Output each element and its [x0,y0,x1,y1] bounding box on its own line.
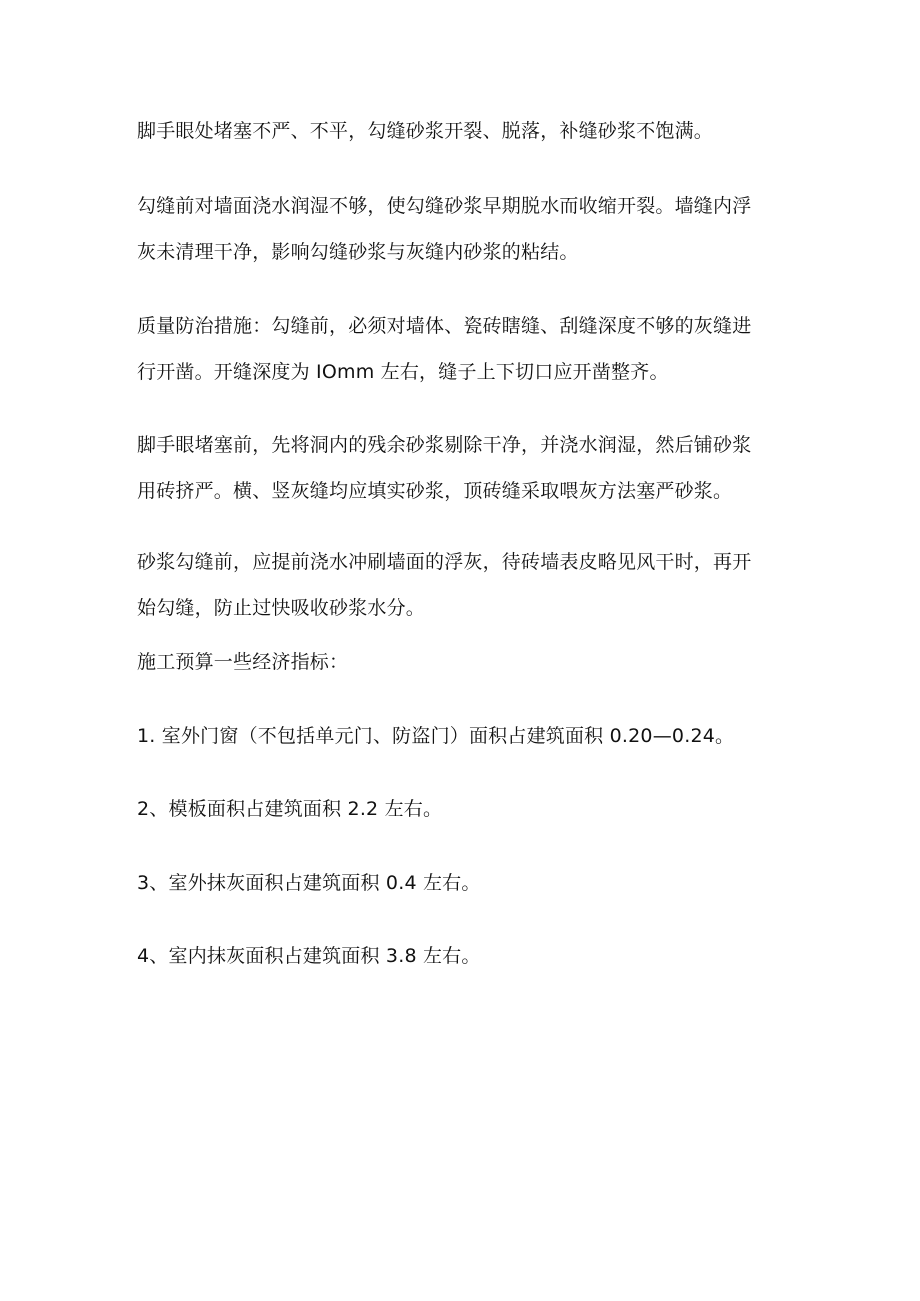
paragraph-line-3: 灰未清理干净，影响勾缝砂浆与灰缝内砂浆的粘结。 [137,241,579,263]
paragraph-line-6: 脚手眼堵塞前，先将洞内的残余砂浆剔除干净，并浇水润湿，然后铺砂浆 [137,434,752,456]
section-heading: 施工预算一些经济指标： [137,651,349,673]
list-item-1: 1. 室外门窗（不包括单元门、防盗门）面积占建筑面积 0.20—0.24。 [137,725,735,747]
list-item-2: 2、模板面积占建筑面积 2.2 左右。 [137,798,443,820]
paragraph-line-4: 质量防治措施：勾缝前，必须对墙体、瓷砖瞎缝、刮缝深度不够的灰缝进 [137,315,752,337]
paragraph-line-5: 行开凿。开缝深度为 IOmm 左右，缝子上下切口应开凿整齐。 [137,361,669,383]
paragraph-line-1: 脚手眼处堵塞不严、不平，勾缝砂浆开裂、脱落，补缝砂浆不饱满。 [137,120,714,142]
list-item-4: 4、室内抹灰面积占建筑面积 3.8 左右。 [137,945,481,967]
list-item-3: 3、室外抹灰面积占建筑面积 0.4 左右。 [137,872,481,894]
paragraph-line-9: 始勾缝，防止过快吸收砂浆水分。 [137,597,426,619]
paragraph-line-8: 砂浆勾缝前，应提前浇水冲刷墙面的浮灰，待砖墙表皮略见风干时，再开 [137,551,752,573]
paragraph-line-2: 勾缝前对墙面浇水润湿不够，使勾缝砂浆早期脱水而收缩开裂。墙缝内浮 [137,195,752,217]
paragraph-line-7: 用砖挤严。横、竖灰缝均应填实砂浆，顶砖缝采取喂灰方法塞严砂浆。 [137,480,733,502]
